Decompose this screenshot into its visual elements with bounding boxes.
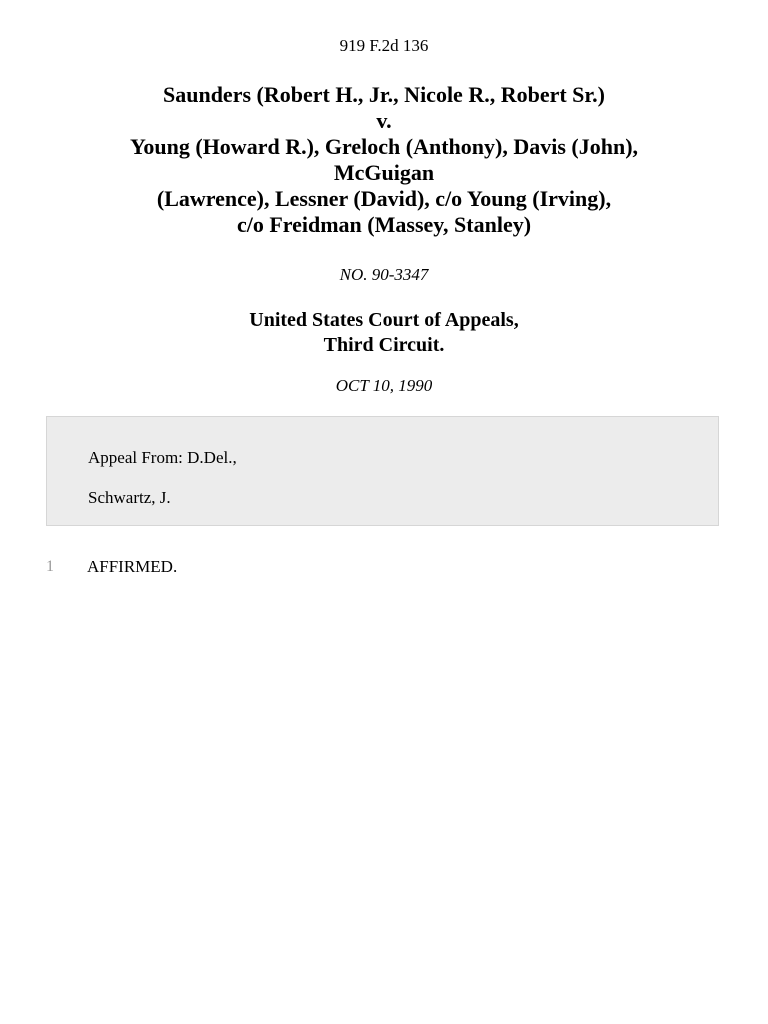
citation: 919 F.2d 136 [339, 36, 429, 55]
decision-date: OCT 10, 1990 [335, 376, 433, 395]
paragraph-text: AFFIRMED. [87, 557, 178, 576]
court-name-line: Third Circuit. [323, 334, 445, 356]
court-name-line: United States Court of Appeals, [249, 309, 519, 331]
case-title-line: Saunders (Robert H., Jr., Nicole R., Robert Sr.) [162, 82, 605, 107]
judge: Schwartz, J. [88, 488, 171, 507]
court-name [0, 308, 768, 358]
docket-number: NO. 90-3347 [339, 265, 429, 284]
paragraph [0, 557, 768, 579]
appeal-from: Appeal From: D.Del., [88, 448, 237, 467]
case-title-line: McGuigan [333, 160, 435, 185]
case-title-line: (Lawrence), Lessner (David), c/o Young (Irving), [156, 186, 612, 211]
case-title-line: Young (Howard R.), Greloch (Anthony), Davis (John), [129, 134, 639, 159]
case-title-line: c/o Freidman (Massey, Stanley) [236, 212, 532, 237]
paragraph-number: 1 [46, 558, 54, 575]
summary-box [46, 416, 719, 526]
case-title [40, 82, 728, 238]
case-title-line: v. [376, 108, 392, 133]
